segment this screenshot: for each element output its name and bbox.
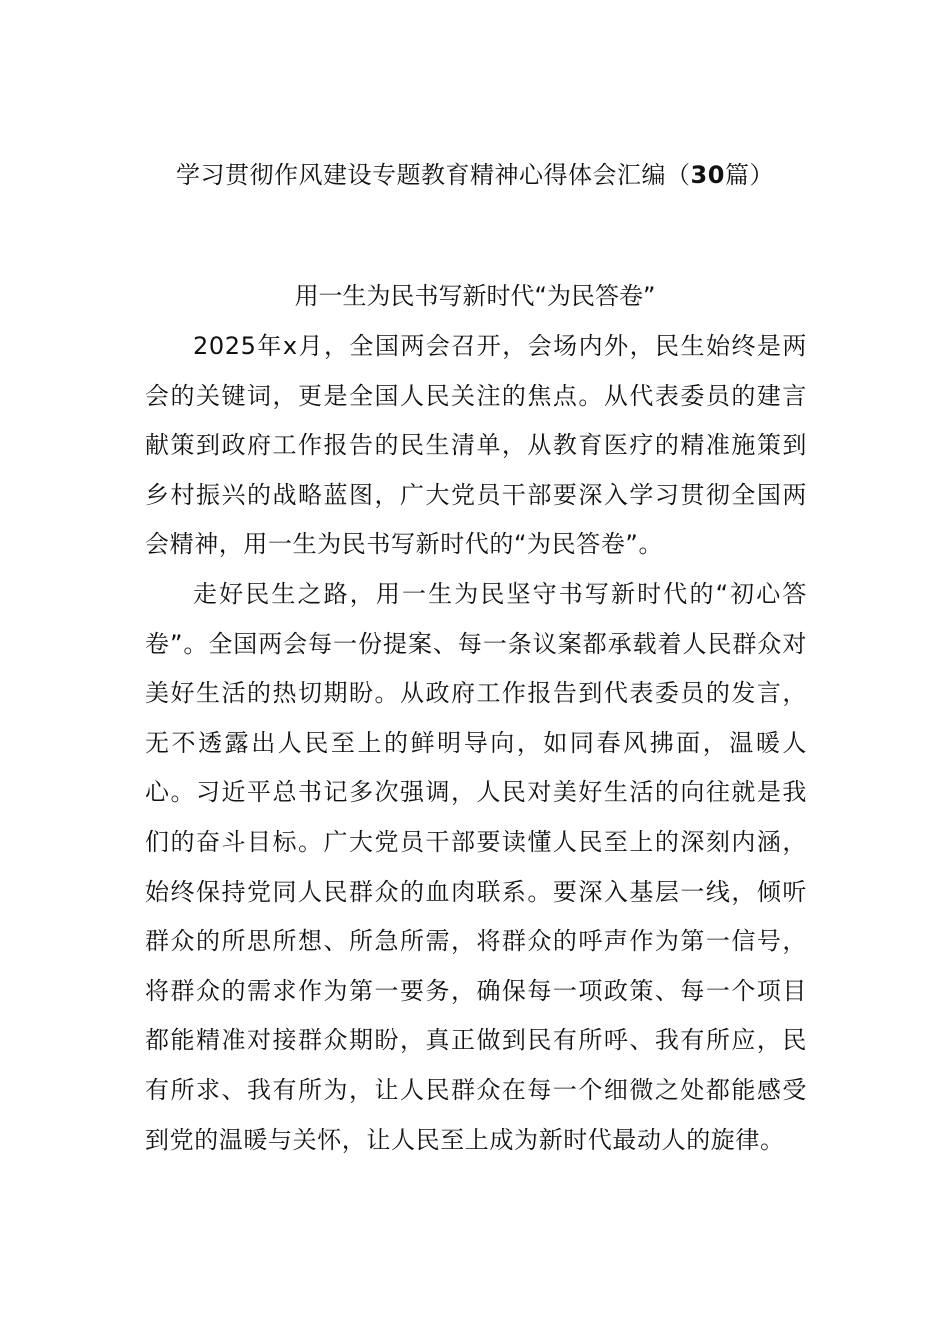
document-title-suffix: 篇）: [724, 161, 774, 189]
document-title-count: 30: [690, 161, 725, 189]
document-title: [0, 157, 950, 193]
article-body: [145, 322, 807, 1165]
paragraph-1: 2025年x月，全国两会召开，会场内外，民生始终是两会的关键词，更是全国人民关注的焦点。从代表委员的建言献策到政府工作报告的民生清单，从教育医疗的精准施策到乡村振兴的战略蓝图，广大党员干部要深入学习贯彻全国两会精神，用一生为民书写新时代的“为民答卷”。: [145, 332, 807, 559]
document-title-text: 学习贯彻作风建设专题教育精神心得体会汇编（: [176, 161, 691, 189]
paragraph-2: 走好民生之路，用一生为民坚守书写新时代的“初心答卷”。全国两会每一份提案、每一条议案都承载着人民群众对美好生活的热切期盼。从政府工作报告到代表委员的发言，无不透露出人民至上的鲜明导向，如同春风拂面，温暖人心。习近平总书记多次强调，人民对美好生活的向往就是我们的奋斗目标。广大党员干部要读懂人民至上的深刻内涵，始终保持党同人民群众的血肉联系。要深入基层一线，倾听群众的所思所想、所急所需，将群众的呼声作为第一信号，将群众的需求作为第一要务，确保每一项政策、每一个项目都能精准对接群众期盼，真正做到民有所呼、我有所应，民有所求、我有所为，让人民群众在每一个细微之处都能感受到党的温暖与关怀，让人民至上成为新时代最动人的旋律。: [145, 579, 807, 1154]
article-title: 用一生为民书写新时代“为民答卷”: [294, 282, 656, 310]
